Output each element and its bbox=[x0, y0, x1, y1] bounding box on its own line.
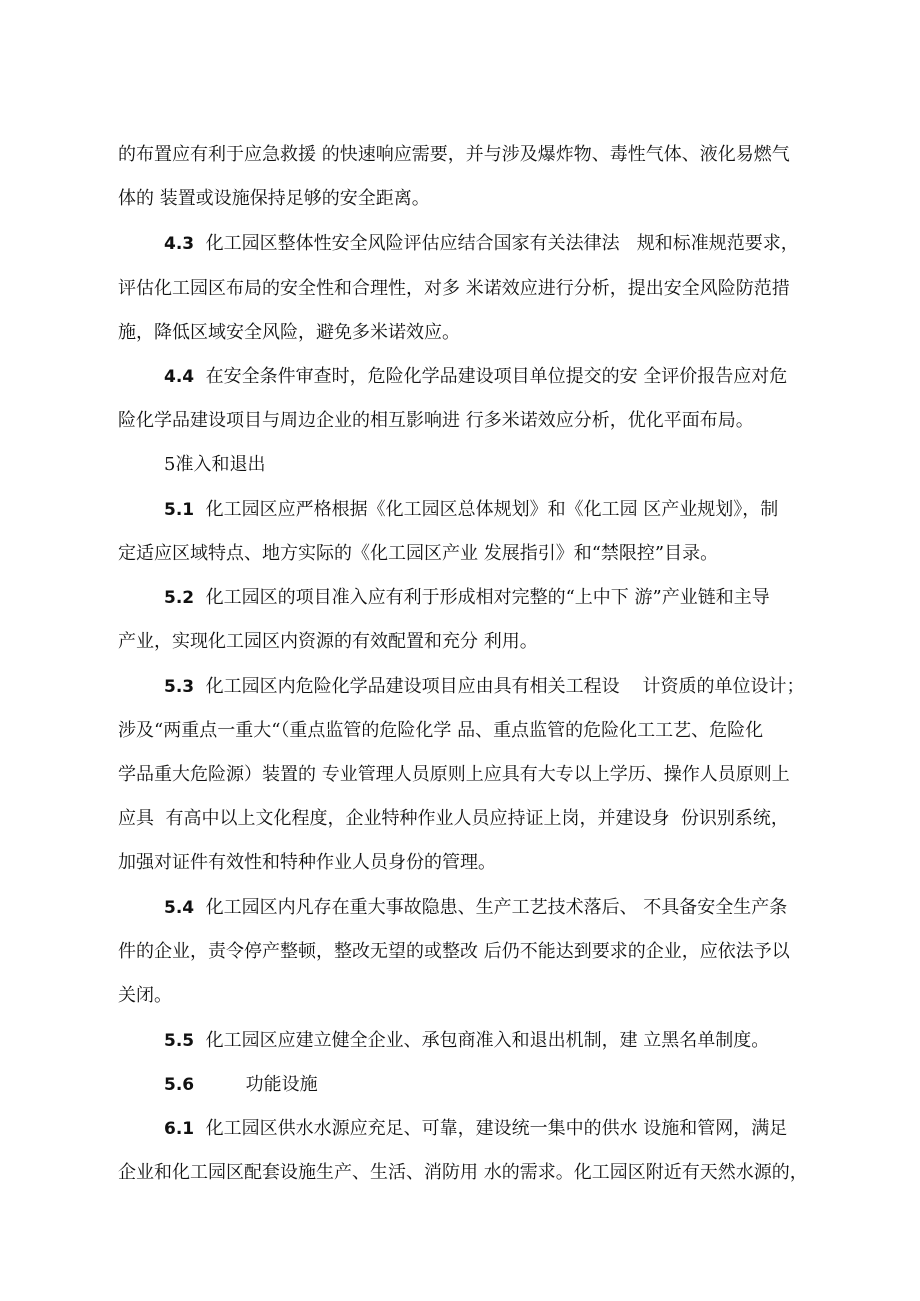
clause-5-6 bbox=[164, 1072, 318, 1098]
line-text: 件的企业，责令停产整顿，整改无望的或整改 后仍不能达到要求的企业，应依法予以 bbox=[118, 941, 790, 962]
text-line-2 bbox=[118, 186, 430, 212]
text-line-24 bbox=[118, 1160, 808, 1186]
line-text: 评估化工园区布局的安全性和合理性，对多 米诺效应进行分析，提出安全风险防范措 bbox=[118, 278, 790, 299]
clause-number: 5.1 bbox=[164, 500, 195, 520]
text-line-10 bbox=[118, 541, 718, 567]
text-line-14 bbox=[118, 718, 763, 744]
text-line-20 bbox=[118, 983, 172, 1009]
clause-number: 6.1 bbox=[164, 1119, 195, 1139]
text-line-5 bbox=[118, 320, 460, 346]
clause-4-3 bbox=[164, 231, 799, 257]
line-text: 企业和化工园区配套设施生产、生活、消防用 水的需求。化工园区附近有天然水源的， bbox=[118, 1162, 808, 1183]
text-line-17 bbox=[118, 850, 496, 876]
line-text: 5准入和退出 bbox=[164, 454, 266, 475]
clause-5-3 bbox=[164, 674, 804, 700]
line-text: 化工园区供水水源应充足、可靠，建设统一集中的供水 设施和管网，满足 bbox=[194, 1118, 788, 1139]
line-text: 的布置应有利于应急救援 的快速响应需要，并与涉及爆炸物、毒性气体、液化易燃气 bbox=[118, 144, 790, 165]
line-text: 功能设施 bbox=[194, 1074, 318, 1095]
clause-number: 5.6 bbox=[164, 1075, 195, 1095]
clause-number: 5.3 bbox=[164, 677, 195, 697]
text-line-19 bbox=[118, 939, 790, 965]
line-text: 学品重大危险源）装置的 专业管理人员原则上应具有大专以上学历、操作人员原则上 bbox=[118, 764, 790, 785]
line-text: 化工园区的项目准入应有利于形成相对完整的“上中下 游”产业链和主导 bbox=[194, 587, 770, 608]
text-line-16 bbox=[118, 806, 789, 832]
clause-6-1 bbox=[164, 1116, 787, 1142]
line-text: 定适应区域特点、地方实际的《化工园区产业 发展指引》和“禁限控”目录。 bbox=[118, 543, 719, 564]
clause-number: 5.5 bbox=[164, 1031, 195, 1051]
clause-number: 5.2 bbox=[164, 588, 195, 608]
line-text: 化工园区内凡存在重大事故隐患、生产工艺技术落后、 不具备安全生产条 bbox=[194, 897, 788, 918]
clause-5-1 bbox=[164, 497, 778, 523]
section-heading-5 bbox=[164, 452, 265, 478]
line-text: 化工园区应严格根据《化工园区总体规划》和《化工园 区产业规划》，制 bbox=[194, 499, 779, 520]
line-text: 化工园区内危险化学品建设项目应由具有相关工程设 计资质的单位设计； bbox=[194, 676, 805, 697]
clause-5-5 bbox=[164, 1028, 769, 1054]
line-text: 产业，实现化工园区内资源的有效配置和充分 利用。 bbox=[118, 631, 538, 652]
clause-number: 4.3 bbox=[164, 234, 195, 254]
text-line-12 bbox=[118, 629, 538, 655]
line-text: 加强对证件有效性和特种作业人员身份的管理。 bbox=[118, 852, 496, 873]
line-text: 化工园区应建立健全企业、承包商准入和退出机制，建 立黑名单制度。 bbox=[194, 1030, 770, 1051]
text-line-1 bbox=[118, 142, 790, 168]
text-line-15 bbox=[118, 762, 790, 788]
clause-5-4 bbox=[164, 895, 787, 921]
clause-5-2 bbox=[164, 585, 770, 611]
line-text: 险化学品建设项目与周边企业的相互影响进 行多米诺效应分析，优化平面布局。 bbox=[118, 410, 754, 431]
line-text: 在安全条件审查时，危险化学品建设项目单位提交的安 全评价报告应对危 bbox=[194, 366, 788, 387]
line-text: 体的 装置或设施保持足够的安全距离。 bbox=[118, 188, 430, 209]
line-text: 应具 有高中以上文化程度，企业特种作业人员应持证上岗，并建设身 份识别系统， bbox=[118, 808, 789, 829]
line-text: 化工园区整体性安全风险评估应结合国家有关法律法 规和标准规范要求， bbox=[194, 233, 799, 254]
clause-4-4 bbox=[164, 364, 787, 390]
line-text: 施，降低区域安全风险，避免多米诺效应。 bbox=[118, 322, 460, 343]
clause-number: 4.4 bbox=[164, 367, 195, 387]
text-line-4 bbox=[118, 276, 790, 302]
line-text: 关闭。 bbox=[118, 985, 172, 1006]
clause-number: 5.4 bbox=[164, 898, 195, 918]
text-line-7 bbox=[118, 408, 754, 434]
line-text: 涉及“两重点一重大“（重点监管的危险化学 品、重点监管的危险化工工艺、危险化 bbox=[118, 720, 764, 741]
